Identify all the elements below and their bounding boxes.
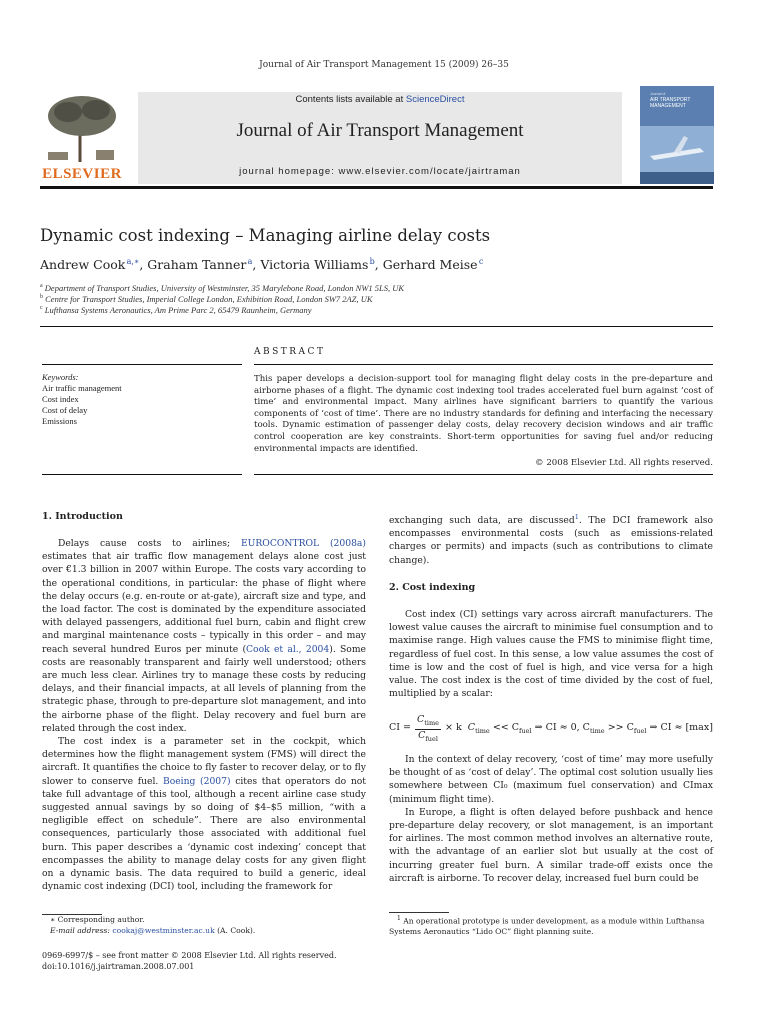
affiliation	[40, 305, 312, 315]
journal-reference: Journal of Air Transport Management 15 (2009) 26–35	[259, 60, 509, 70]
paragraph	[42, 537, 366, 735]
eq-rel: << C	[492, 722, 520, 733]
eq-k: × k	[445, 722, 462, 733]
author-separator: ,	[252, 257, 261, 273]
affiliation-text: Lufthansa Systems Aeronautics, Am Prime Parc 2, 65479 Raunheim, Germany	[44, 305, 312, 315]
text-span: exchanging such data, are discussed	[389, 515, 575, 527]
keywords-rule	[42, 364, 242, 365]
paragraph	[389, 511, 713, 567]
section-title-introduction: 1. Introduction	[42, 511, 123, 522]
cover-journal-label: Journal of	[650, 92, 666, 96]
corresponding-author-note	[50, 915, 366, 936]
journal-title: Journal of Air Transport Management	[236, 120, 524, 141]
section-rule	[40, 326, 713, 327]
section-title-cost-indexing: 2. Cost indexing	[389, 582, 476, 593]
author-name[interactable]: Andrew Cook	[40, 257, 126, 273]
author-affil-mark[interactable]: b	[369, 257, 375, 266]
author-name[interactable]: Gerhard Meise	[382, 257, 478, 273]
header-rule	[40, 186, 713, 189]
author-separator: ,	[374, 257, 383, 273]
footnote-ref[interactable]: 1	[574, 513, 579, 521]
author-list	[40, 257, 483, 272]
footnote-mark: 1	[397, 915, 401, 922]
citation-link[interactable]: Boeing (2007)	[162, 775, 231, 787]
abstract-rule	[254, 364, 713, 365]
eq-den-sub: fuel	[425, 734, 438, 743]
text-span: The cost index is a parameter set in the cockpit, which determines how the flight management system (FMS) will direct the aircraft. It quantifies the choice to fly faster to recover delay, or to fly slower to conserve fuel.	[42, 736, 366, 787]
eq-res: ⇒ CI ≈ 0, C	[534, 722, 590, 733]
footnote-text: Corresponding author.	[57, 915, 145, 924]
affiliation-text: Department of Transport Studies, University of Westminster, 35 Marylebone Road, London NW1 5LS, UK	[44, 283, 405, 293]
article-title: Dynamic cost indexing – Managing airline delay costs	[40, 226, 491, 245]
abstract-bottom-rule	[254, 474, 713, 475]
keyword-item: Emissions	[42, 416, 77, 426]
affiliation	[40, 283, 404, 293]
journal-homepage[interactable]: journal homepage: www.elsevier.com/locate/jairtraman	[239, 166, 521, 177]
author-affil-mark[interactable]: a	[247, 257, 253, 266]
contents-availability	[138, 94, 622, 105]
footnote-1	[389, 914, 713, 938]
eq-res: ⇒ CI ≈ [max]	[649, 722, 713, 733]
cost-index-equation	[389, 714, 713, 744]
paragraph	[42, 735, 366, 893]
text-span: estimates that air traffic flow management delays alone cost just over €1.3 billion in 2007 within Europe. The costs vary according to the operational conditions, in particular: the phase of flight where the delay occurs (e.g. en-route or at-gate), aircraft size and type, and the load factor. The cost is dominated by the expenditure associated with delayed passengers, additional fuel burn, cabin and flight crew and marginal maintenance costs – typically in this order – and may reach several hundred Euros per minute (	[42, 551, 366, 655]
right-column-intro	[389, 511, 713, 567]
eq-den: C	[418, 729, 426, 741]
keyword-item: Cost of delay	[42, 405, 88, 415]
contents-prefix: Contents lists available at	[295, 94, 406, 105]
eq-c: C	[467, 722, 476, 733]
front-matter-line: 0969-6997/$ – see front matter © 2008 Elsevier Ltd. All rights reserved.	[42, 951, 337, 960]
right-column-delay	[389, 753, 713, 885]
text-span: . The DCI framework also encompasses environmental costs (such as emissions-related charges or permits) and impacts (such as contributions to climate change).	[389, 515, 714, 566]
doi-line[interactable]: doi:10.1016/j.jairtraman.2008.07.001	[42, 962, 195, 971]
author-affil-mark[interactable]: c	[478, 257, 484, 266]
paragraph: In Europe, a flight is often delayed before pushback and hence pre-departure delay recovery, or slot management, is an important for airlines. The most common method involves an alternative route, with the advantage of an earlier slot but usually at the cost of incurring greater fuel burn. A similar trade-off exists once the aircraft is airborne. To recover delay, increased fuel burn could be	[389, 806, 713, 884]
author-name[interactable]: Graham Tanner	[147, 257, 247, 273]
eq-lhs: CI =	[389, 722, 412, 733]
abstract-body: This paper develops a decision-support tool for managing flight delay costs in the pre-departure and airborne phases of a flight. The dynamic cost indexing tool trades accelerated fuel burn against ‘cost of time’ and environmental impact. Many airlines have significant barriers to quantify the various components of ‘cost of time’. There are no industry standards for defining and interfacing the necessary tools. Dynamic estimation of passenger delay costs, delay recovery decision windows and air traffic control cooperation are key constraints. Short-term opportunities for saving fuel and/or reducing environmental impacts are identified.	[254, 374, 713, 454]
email-label: E-mail address:	[50, 925, 113, 935]
affiliation-mark: b	[40, 294, 43, 301]
text-span: Delays cause costs to airlines;	[58, 538, 241, 549]
affiliation-mark: a	[40, 283, 43, 290]
journal-cover-image	[640, 86, 714, 184]
eq-sub: fuel	[519, 726, 532, 735]
left-column-body	[42, 537, 366, 893]
text-span: cites that operators do not take full advantage of this tool, although a recent airline case study suggested annual savings by so doing of $4–$5 million, “with a negligible effect on schedule”. There are also environmental consequences, particularly those associated with additional fuel burn. This paper describes a ‘dynamic cost indexing’ concept that encompasses the ability to manage delay costs for any given flight on a dynamic basis. The data required to build a generic, ideal dynamic cost indexing (DCI) tool, including the framework for	[42, 775, 366, 893]
article-identifiers	[42, 950, 337, 972]
footnote-mark: ∗	[50, 915, 56, 924]
eq-ci: CI	[389, 722, 401, 733]
eq-fraction	[415, 714, 441, 745]
eq-conditions	[445, 722, 713, 735]
paragraph: In the context of delay recovery, ‘cost of time’ may more usefully be thought of as ‘cost of delay’. The optimal cost solution usually lies somewhere between CI₀ (maximum fuel conservation) and CImax (minimum flight time).	[389, 754, 713, 805]
author-affil-mark[interactable]: a,∗	[126, 257, 140, 266]
right-column-cost-index	[389, 608, 713, 700]
affiliation-mark: c	[40, 305, 43, 312]
eq-sub: time	[589, 726, 605, 735]
email-suffix: (A. Cook).	[214, 925, 256, 935]
elsevier-wordmark: ELSEVIER	[42, 166, 122, 182]
eq-rel: >> C	[607, 722, 634, 733]
eq-num: C	[417, 714, 425, 725]
footnote-rule	[389, 912, 449, 913]
eq-sub: fuel	[633, 726, 647, 735]
citation-link[interactable]: EUROCONTROL (2008a)	[240, 538, 366, 549]
affiliation	[40, 294, 373, 304]
sciencedirect-link[interactable]: ScienceDirect	[405, 94, 465, 105]
paragraph: Cost index (CI) settings vary across aircraft manufacturers. The lowest value causes the aircraft to minimise fuel consumption and to maximise range. High values cause the FMS to minimise flight time, regardless of fuel cost. In this sense, a low value assumes the cost of time is low and the cost of fuel is high, and vice versa for a high value. The cost index is the cost of time divided by the cost of fuel, multiplied by a scalar:	[389, 609, 713, 700]
cover-title: AIR TRANSPORT MANAGEMENT	[650, 97, 691, 109]
author-name[interactable]: Victoria Williams	[260, 257, 369, 273]
email-link[interactable]: cookaj@westminster.ac.uk	[112, 925, 215, 935]
keywords-bottom-rule	[42, 474, 242, 475]
affiliation-text: Centre for Transport Studies, Imperial College London, Exhibition Road, London SW7 2AZ, UK	[45, 294, 373, 304]
text-span: ). Some costs are reasonably transparent and fairly well understood; others are much less clear. Airlines try to manage these costs by reducing delays, and their financial impacts, at all levels of planning from the strategic phase, through to pre-departure slot management, and into the airborne phase of the flight. Delay recovery and fuel burn are related through the cost index.	[42, 643, 366, 734]
keyword-item: Cost index	[42, 394, 79, 404]
keywords-label: Keywords:	[42, 372, 79, 382]
author-separator: ,	[139, 257, 148, 273]
abstract-copyright: © 2008 Elsevier Ltd. All rights reserved.	[535, 458, 713, 468]
abstract-heading: ABSTRACT	[254, 347, 326, 357]
footnote-text: An operational prototype is under development, as a module within Lufthansa Systems Aeronautics “Lido OC” flight planning suite.	[389, 916, 705, 937]
keyword-item: Air traffic management	[42, 383, 122, 393]
eq-sub: time	[475, 726, 490, 735]
citation-link[interactable]: Cook et al., 2004	[246, 643, 330, 655]
eq-num-sub: time	[424, 718, 439, 727]
